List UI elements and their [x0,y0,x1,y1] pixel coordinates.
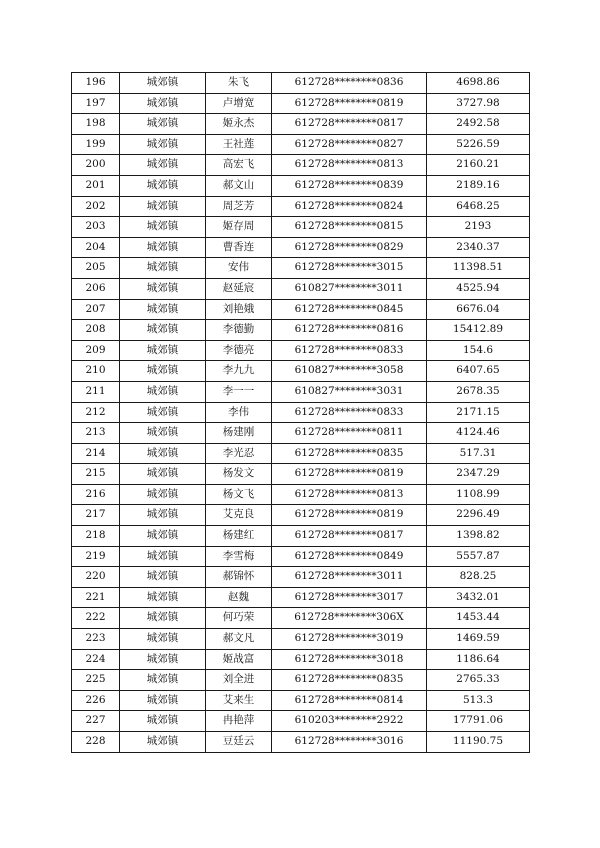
id-number-cell: 612728********0849 [272,546,427,567]
id-number-cell: 610203********2922 [272,711,427,732]
table-row [72,155,530,176]
id-number-cell: 612728********0816 [272,320,427,341]
town-cell: 城郊镇 [120,690,206,711]
roster-table-body [72,73,530,753]
town-cell: 城郊镇 [120,464,206,485]
row-number-cell: 225 [72,670,120,691]
id-number-cell: 612728********0819 [272,93,427,114]
id-number-cell: 612728********0829 [272,237,427,258]
amount-cell: 4698.86 [427,73,530,94]
row-number-cell: 205 [72,258,120,279]
town-cell: 城郊镇 [120,649,206,670]
person-name-cell: 周芝芳 [206,196,272,217]
id-number-cell: 612728********0824 [272,196,427,217]
town-cell: 城郊镇 [120,402,206,423]
person-name-cell: 高宏飞 [206,155,272,176]
table-row [72,340,530,361]
id-number-cell: 612728********306X [272,608,427,629]
person-name-cell: 艾克良 [206,505,272,526]
row-number-cell: 199 [72,134,120,155]
id-number-cell: 612728********3017 [272,587,427,608]
row-number-cell: 227 [72,711,120,732]
table-row [72,464,530,485]
table-row [72,196,530,217]
person-name-cell: 郝文凡 [206,629,272,650]
amount-cell: 2765.33 [427,670,530,691]
id-number-cell: 612728********0817 [272,526,427,547]
person-name-cell: 刘艳娥 [206,299,272,320]
amount-cell: 15412.89 [427,320,530,341]
table-row [72,361,530,382]
row-number-cell: 214 [72,443,120,464]
town-cell: 城郊镇 [120,546,206,567]
town-cell: 城郊镇 [120,320,206,341]
row-number-cell: 206 [72,278,120,299]
table-row [72,587,530,608]
id-number-cell: 610827********3031 [272,381,427,402]
id-number-cell: 612728********0819 [272,505,427,526]
amount-cell: 2492.58 [427,114,530,135]
amount-cell: 1108.99 [427,484,530,505]
amount-cell: 2189.16 [427,175,530,196]
id-number-cell: 612728********3015 [272,258,427,279]
id-number-cell: 612728********0815 [272,217,427,238]
town-cell: 城郊镇 [120,423,206,444]
person-name-cell: 杨建刚 [206,423,272,444]
table-row [72,732,530,753]
table-row [72,237,530,258]
row-number-cell: 226 [72,690,120,711]
amount-cell: 828.25 [427,567,530,588]
person-name-cell: 王社莲 [206,134,272,155]
person-name-cell: 艾来生 [206,690,272,711]
town-cell: 城郊镇 [120,278,206,299]
amount-cell: 2340.37 [427,237,530,258]
id-number-cell: 612728********3019 [272,629,427,650]
town-cell: 城郊镇 [120,237,206,258]
id-number-cell: 612728********0811 [272,423,427,444]
town-cell: 城郊镇 [120,155,206,176]
id-number-cell: 612728********3018 [272,649,427,670]
amount-cell: 2678.35 [427,381,530,402]
town-cell: 城郊镇 [120,340,206,361]
id-number-cell: 612728********0833 [272,402,427,423]
town-cell: 城郊镇 [120,175,206,196]
row-number-cell: 216 [72,484,120,505]
person-name-cell: 郝文山 [206,175,272,196]
amount-cell: 6676.04 [427,299,530,320]
row-number-cell: 202 [72,196,120,217]
id-number-cell: 612728********0833 [272,340,427,361]
table-row [72,505,530,526]
table-row [72,381,530,402]
table-row [72,649,530,670]
id-number-cell: 612728********0819 [272,464,427,485]
town-cell: 城郊镇 [120,732,206,753]
person-name-cell: 李伟 [206,402,272,423]
town-cell: 城郊镇 [120,608,206,629]
person-name-cell: 姬战富 [206,649,272,670]
row-number-cell: 224 [72,649,120,670]
table-row [72,443,530,464]
id-number-cell: 610827********3058 [272,361,427,382]
amount-cell: 1469.59 [427,629,530,650]
town-cell: 城郊镇 [120,526,206,547]
row-number-cell: 197 [72,93,120,114]
person-name-cell: 朱飞 [206,73,272,94]
town-cell: 城郊镇 [120,587,206,608]
person-name-cell: 曹香连 [206,237,272,258]
table-row [72,73,530,94]
table-row [72,320,530,341]
amount-cell: 5557.87 [427,546,530,567]
id-number-cell: 612728********0839 [272,175,427,196]
table-row [72,526,530,547]
row-number-cell: 222 [72,608,120,629]
amount-cell: 4124.46 [427,423,530,444]
person-name-cell: 赵魏 [206,587,272,608]
amount-cell: 1453.44 [427,608,530,629]
person-name-cell: 杨建红 [206,526,272,547]
town-cell: 城郊镇 [120,258,206,279]
row-number-cell: 219 [72,546,120,567]
amount-cell: 154.6 [427,340,530,361]
amount-cell: 4525.94 [427,278,530,299]
amount-cell: 11190.75 [427,732,530,753]
amount-cell: 513.3 [427,690,530,711]
amount-cell: 17791.06 [427,711,530,732]
row-number-cell: 215 [72,464,120,485]
amount-cell: 1186.64 [427,649,530,670]
id-number-cell: 612728********0836 [272,73,427,94]
person-name-cell: 郝锦怀 [206,567,272,588]
row-number-cell: 210 [72,361,120,382]
town-cell: 城郊镇 [120,381,206,402]
table-row [72,711,530,732]
id-number-cell: 612728********3016 [272,732,427,753]
row-number-cell: 198 [72,114,120,135]
amount-cell: 3727.98 [427,93,530,114]
town-cell: 城郊镇 [120,505,206,526]
table-row [72,299,530,320]
person-name-cell: 姬永杰 [206,114,272,135]
town-cell: 城郊镇 [120,134,206,155]
person-name-cell: 刘全进 [206,670,272,691]
town-cell: 城郊镇 [120,361,206,382]
table-row [72,670,530,691]
town-cell: 城郊镇 [120,443,206,464]
roster-table [71,72,530,753]
table-row [72,217,530,238]
row-number-cell: 207 [72,299,120,320]
row-number-cell: 196 [72,73,120,94]
amount-cell: 1398.82 [427,526,530,547]
town-cell: 城郊镇 [120,73,206,94]
table-row [72,608,530,629]
person-name-cell: 安伟 [206,258,272,279]
table-row [72,484,530,505]
id-number-cell: 612728********0845 [272,299,427,320]
town-cell: 城郊镇 [120,567,206,588]
row-number-cell: 218 [72,526,120,547]
row-number-cell: 201 [72,175,120,196]
person-name-cell: 赵延宸 [206,278,272,299]
table-row [72,423,530,444]
table-row [72,134,530,155]
table-row [72,278,530,299]
amount-cell: 2296.49 [427,505,530,526]
row-number-cell: 204 [72,237,120,258]
person-name-cell: 李光忍 [206,443,272,464]
row-number-cell: 220 [72,567,120,588]
id-number-cell: 610827********3011 [272,278,427,299]
amount-cell: 2171.15 [427,402,530,423]
amount-cell: 11398.51 [427,258,530,279]
table-row [72,629,530,650]
row-number-cell: 223 [72,629,120,650]
row-number-cell: 228 [72,732,120,753]
amount-cell: 517.31 [427,443,530,464]
row-number-cell: 211 [72,381,120,402]
amount-cell: 6407.65 [427,361,530,382]
amount-cell: 2347.29 [427,464,530,485]
person-name-cell: 杨发文 [206,464,272,485]
town-cell: 城郊镇 [120,484,206,505]
table-row [72,258,530,279]
amount-cell: 3432.01 [427,587,530,608]
id-number-cell: 612728********0835 [272,443,427,464]
person-name-cell: 卢增宽 [206,93,272,114]
town-cell: 城郊镇 [120,629,206,650]
town-cell: 城郊镇 [120,670,206,691]
amount-cell: 5226.59 [427,134,530,155]
table-row [72,114,530,135]
row-number-cell: 217 [72,505,120,526]
row-number-cell: 203 [72,217,120,238]
table-row [72,93,530,114]
row-number-cell: 209 [72,340,120,361]
amount-cell: 2160.21 [427,155,530,176]
row-number-cell: 221 [72,587,120,608]
table-row [72,402,530,423]
row-number-cell: 208 [72,320,120,341]
id-number-cell: 612728********0813 [272,155,427,176]
person-name-cell: 李九九 [206,361,272,382]
town-cell: 城郊镇 [120,93,206,114]
person-name-cell: 豆廷云 [206,732,272,753]
amount-cell: 6468.25 [427,196,530,217]
table-row [72,546,530,567]
id-number-cell: 612728********0814 [272,690,427,711]
row-number-cell: 212 [72,402,120,423]
town-cell: 城郊镇 [120,217,206,238]
row-number-cell: 200 [72,155,120,176]
person-name-cell: 杨文飞 [206,484,272,505]
person-name-cell: 李德亮 [206,340,272,361]
town-cell: 城郊镇 [120,299,206,320]
table-row [72,175,530,196]
town-cell: 城郊镇 [120,711,206,732]
person-name-cell: 李一一 [206,381,272,402]
person-name-cell: 冉艳萍 [206,711,272,732]
person-name-cell: 李德勤 [206,320,272,341]
town-cell: 城郊镇 [120,114,206,135]
id-number-cell: 612728********0813 [272,484,427,505]
id-number-cell: 612728********3011 [272,567,427,588]
person-name-cell: 李雪梅 [206,546,272,567]
id-number-cell: 612728********0835 [272,670,427,691]
table-row [72,690,530,711]
row-number-cell: 213 [72,423,120,444]
town-cell: 城郊镇 [120,196,206,217]
id-number-cell: 612728********0817 [272,114,427,135]
person-name-cell: 姬存周 [206,217,272,238]
person-name-cell: 何巧荣 [206,608,272,629]
id-number-cell: 612728********0827 [272,134,427,155]
amount-cell: 2193 [427,217,530,238]
table-row [72,567,530,588]
